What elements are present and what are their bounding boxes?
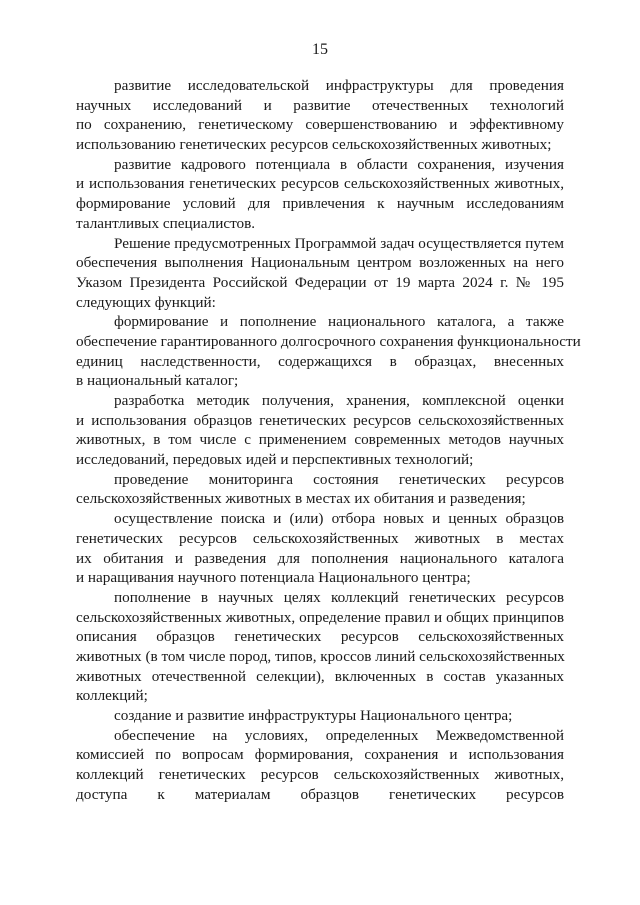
text-line: единиц наследственности, содержащихся в образцах, внесенных <box>76 352 564 370</box>
text-line: талантливых специалистов. <box>76 214 256 232</box>
text-line: осуществление поиска и (или) отбора новых и ценных образцов <box>114 510 564 528</box>
text-line: обеспечения выполнения Национальным центром возложенных на него <box>76 254 564 272</box>
text-line: развитие кадрового потенциала в области сохранения, изучения <box>114 155 564 173</box>
document-body <box>76 76 581 804</box>
text-line: использованию генетических ресурсов сельскохозяйственных животных; <box>76 136 552 154</box>
text-line: следующих функций: <box>76 293 216 311</box>
text-line: животных (в том числе пород, типов, кроссов линий сельскохозяйственных <box>76 647 565 665</box>
text-line: пополнение в научных целях коллекций генетических ресурсов <box>114 588 564 606</box>
text-line: формирование условий для привлечения к научным исследованиям <box>76 195 564 213</box>
text-line: проведение мониторинга состояния генетических ресурсов <box>114 470 564 488</box>
text-line: развитие исследовательской инфраструктуры для проведения <box>114 77 564 94</box>
text-line: их обитания и разведения для пополнения национального каталога <box>76 549 564 567</box>
text-line: и наращивания научного потенциала Национального центра; <box>76 569 471 587</box>
text-line: Решение предусмотренных Программой задач осуществляется путем <box>114 234 564 252</box>
text-line: и использования образцов генетических ресурсов сельскохозяйственных <box>76 411 564 429</box>
text-line: описания образцов генетических ресурсов сельскохозяйственных <box>76 628 564 646</box>
text-line: генетических ресурсов сельскохозяйственных животных в местах <box>76 529 564 547</box>
text-line: научных исследований и развитие отечественных технологий <box>76 96 564 114</box>
text-line: исследований, передовых идей и перспективных технологий; <box>76 451 474 469</box>
text-line: коллекций генетических ресурсов сельскохозяйственных животных, <box>76 766 564 784</box>
text-line: животных отечественной селекции), включенных в состав указанных <box>76 667 564 685</box>
text-line: обеспечение гарантированного долгосрочного сохранения функциональности <box>76 332 581 350</box>
text-line: в национальный каталог; <box>76 372 239 390</box>
text-line: формирование и пополнение национального каталога, а также <box>114 313 564 331</box>
text-line: комиссией по вопросам формирования, сохранения и использования <box>76 746 564 764</box>
text-line: доступа к материалам образцов генетических ресурсов <box>76 785 564 803</box>
text-line: животных, в том числе с применением современных методов научных <box>76 431 564 449</box>
text-line: разработка методик получения, хранения, комплексной оценки <box>114 392 564 409</box>
text-line: по сохранению, генетическому совершенствованию и эффективному <box>76 116 564 134</box>
text-line: сельскохозяйственных животных в местах их обитания и разведения; <box>76 490 526 508</box>
text-line: обеспечение на условиях, определенных Межведомственной <box>114 726 564 744</box>
text-line: Указом Президента Российской Федерации от 19 марта 2024 г. № 195 <box>76 273 564 291</box>
text-line: и использования генетических ресурсов сельскохозяйственных животных, <box>76 175 564 193</box>
page-number: 15 <box>312 41 328 58</box>
text-line: создание и развитие инфраструктуры Национального центра; <box>114 707 513 724</box>
text-line: сельскохозяйственных животных, определение правил и общих принципов <box>76 608 564 626</box>
text-line: коллекций; <box>76 687 148 705</box>
